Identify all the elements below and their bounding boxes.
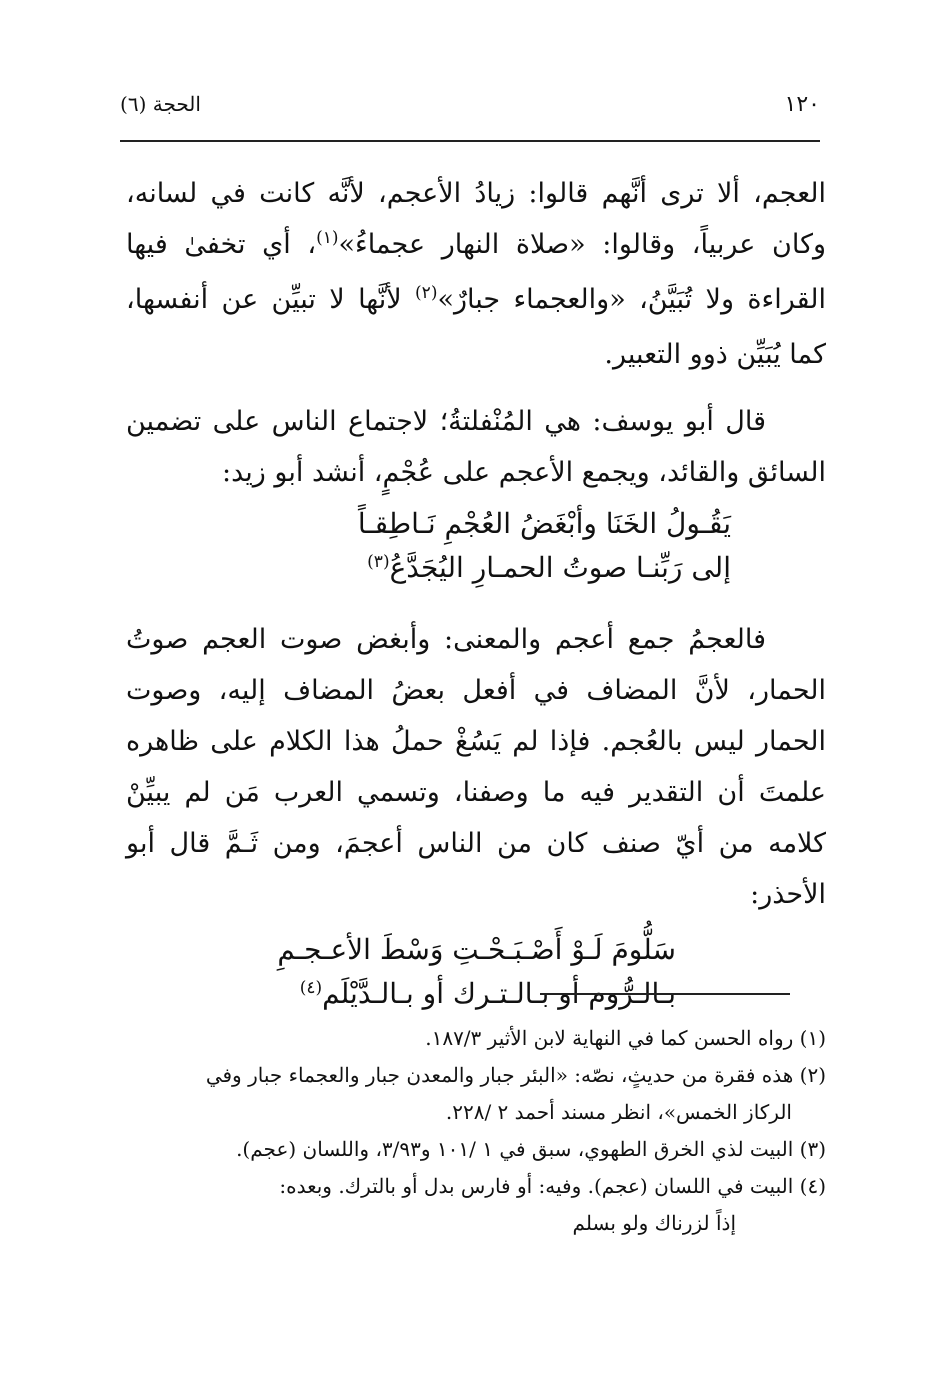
header-rule — [120, 140, 820, 142]
footnotes — [126, 1020, 826, 1242]
footnote-2-continued: الركاز الخمس»، انظر مسند أحمد ٢ /٢٢٨. — [445, 1100, 792, 1124]
verse-2 — [126, 928, 826, 1020]
paragraph-1 — [126, 168, 826, 380]
footnote-ref-1: (١) — [316, 228, 339, 248]
footnote-rule — [540, 993, 790, 995]
paragraph-3: فالعجمُ جمع أعجم والمعنى: وأبغض صوت العجم صوتُ الحمار، لأنَّ المضاف في أفعل بعضُ المضاف إليه، وصوت الحمار ليس بالعُجم. فإذا لم يَسُغْ حملُ هذا الكلام على ظاهره علمتَ أن التقدير فيه ما وصفنا، وتسمي العرب مَن لم يبيِّنْ كلامه من أيّ صنف كان من الناس أعجمَ، ومن ثَـمَّ قال أبو الأحذر: — [126, 624, 826, 910]
running-title: الحجة (٦) — [120, 92, 201, 116]
page-header — [120, 92, 820, 132]
verse-2-line-2-text: بـالـرُّوم أو بـالـتـرك أو بـالـدَّيْلَم — [322, 977, 676, 1010]
verse-2-line-2 — [126, 972, 676, 1020]
page-number: ١٢٠ — [784, 92, 820, 117]
footnote-1: (١) رواه الحسن كما في النهاية لابن الأثير ١٨٧/٣. — [425, 1026, 826, 1050]
footnote-4: (٤) البيت في اللسان (عجم). وفيه: أو فارس بدل أو بالترك. وبعده: — [279, 1174, 826, 1198]
main-text — [126, 168, 826, 1020]
footnote-ref-4: (٤) — [299, 978, 323, 998]
footnote-3: (٣) البيت لذي الخرق الطهوي، سبق في ١ /١٠١ و٣/٩٣، واللسان (عجم). — [236, 1137, 826, 1161]
verse-1-line-1: يَقُـولُ الخَنَا وأبْغَضُ العُجْمِ نَـاطِقـاً — [357, 507, 731, 540]
paragraph-1-text-c: لأنَّها لا تبيِّن عن أنفسها، كما يُبَيِّن ذوو التعبير. — [126, 284, 826, 370]
verse-1-line-2-text: إلى رَبِّنـا صوتُ الحمـارِ اليُجَدَّعُ — [389, 551, 731, 584]
verse-2-line-1: سَلُّومَ لَـوْ أَصْـبَـحْـتِ وَسْطَ الأعـجـمِ — [277, 933, 676, 966]
footnote-ref-3: (٣) — [367, 552, 390, 572]
paragraph-1-text-b: ، أي تخفىٰ فيها القراءة ولا تُبَيَّنُ، «والعجماء جبارٌ» — [126, 229, 826, 315]
verse-1-line-2 — [126, 546, 731, 594]
footnote-2: (٢) هذه فقرة من حديثٍ، نصّه: «البئر جبار والمعدن جبار والعجماء جبار وفي — [205, 1063, 826, 1087]
paragraph-2: قال أبو يوسف: هي المُنْفلتةُ؛ لاجتماع الناس على تضمين السائق والقائد، ويجمع الأعجم على عُجْمٍ، أنشد أبو زيد: — [126, 406, 826, 488]
verse-1 — [126, 502, 826, 594]
footnote-ref-2: (٢) — [415, 283, 438, 303]
paragraph-1-text-a: العجم، ألا ترى أنَّهم قالوا: زيادُ الأعجم، لأنَّه كانت في لسانه، وكان عربياً، وقالوا: «صلاة النهار عجماءُ» — [126, 178, 826, 260]
footnote-4-verse: إذاً لزرناك ولو بسلم — [572, 1211, 736, 1235]
